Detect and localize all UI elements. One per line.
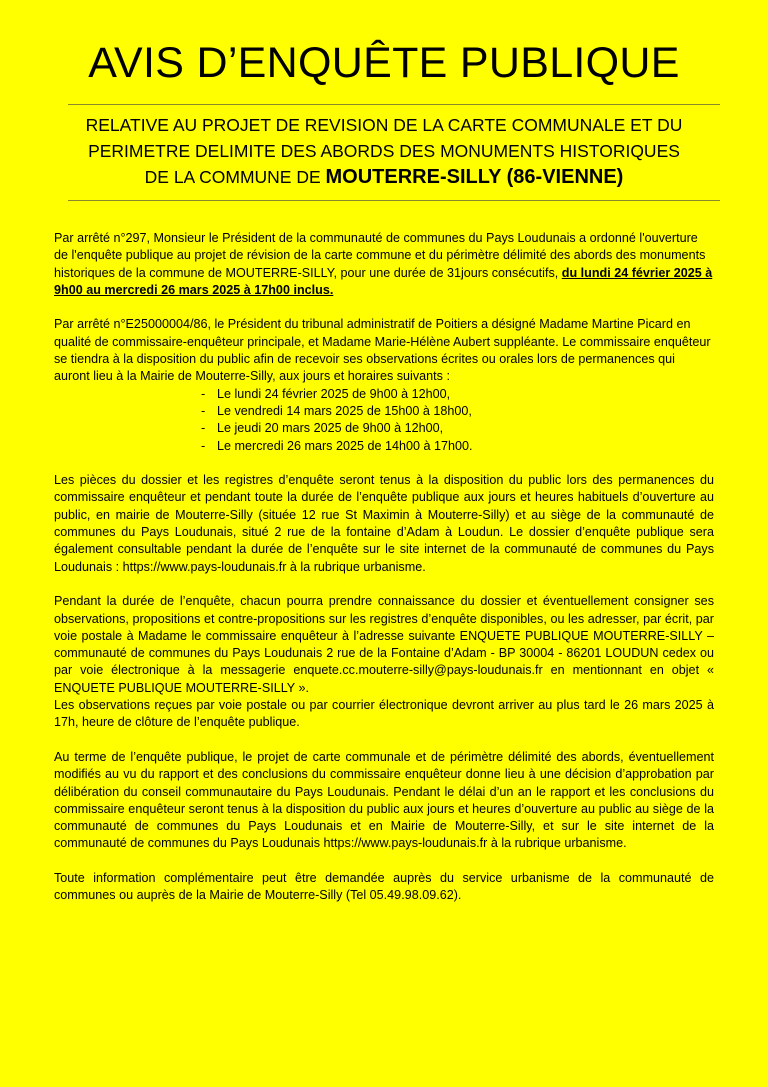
permanences-list bbox=[54, 386, 714, 455]
paragraph-observations: Pendant la durée de l’enquête, chacun pourra prendre connaissance du dossier et éventuellement consigner ses observations, propositions et contre-propositions sur les registres d’enquête disponibles, ou les adresser, par écrit, par voie postale à Madame le commissaire enquêteur à l’adresse suivante ENQUETE PUBLIQUE MOUTERRE-SILLY – communauté de communes du Pays Loudunais 2 rue de la Fontaine d’Adam - BP 30004 - 86201 LOUDUN cedex ou par voie électronique à la messagerie enquete.cc.mouterre-silly@pays-loudunais.fr en mentionnant en objet « ENQUETE PUBLIQUE MOUTERRE-SILLY ». bbox=[54, 594, 714, 695]
permanence-date: Le mercredi 26 mars 2025 de 14h00 à 17h00. bbox=[217, 438, 473, 453]
subtitle-line-1: RELATIVE AU PROJET DE REVISION DE LA CARTE COMMUNALE ET DU bbox=[85, 115, 683, 135]
paragraph-arrete-ordonnance-text: Par arrêté n°297, Monsieur le Président de la communauté de communes du Pays Loudunais a ordonné l'ouverture de l'enquête publique au projet de révision de la carte commune et du périmètre délimité des abords des monuments historiques de la commune de MOUTERRE-SILLY, pour une durée de 31jours consécutifs, bbox=[54, 231, 706, 280]
permanence-item: - Le lundi 24 février 2025 de 9h00 à 12h00, bbox=[201, 386, 451, 401]
enquete-dates: du lundi 24 février 2025 à 9h00 au mercredi 26 mars 2025 à 17h00 inclus. bbox=[54, 265, 713, 297]
paragraph-arrete-ordonnance bbox=[54, 230, 714, 299]
subtitle-line-2: PERIMETRE DELIMITE DES ABORDS DES MONUMENTS HISTORIQUES bbox=[88, 141, 680, 161]
permanence-date: Le vendredi 14 mars 2025 de 15h00 à 18h00, bbox=[217, 403, 472, 418]
subtitle-line-3 bbox=[40, 164, 728, 190]
notice-subtitle bbox=[40, 112, 728, 190]
subtitle-line-3-prefix: DE LA COMMUNE DE bbox=[144, 167, 326, 187]
title-divider-bottom bbox=[68, 200, 720, 201]
paragraph-commissaire: Par arrêté n°E25000004/86, le Président du tribunal administratif de Poitiers a désigné Madame Martine Picard en qualité de commissaire-enquêteur principale, et Madame Marie-Hélène Aubert suppléante. Le commissaire enquêteur se tiendra à la disposition du public afin de recevoir ses observations écrites ou orales lors de permanences qui auront lieu à la Mairie de Mouterre-Silly, aux jours et horaires suivants : bbox=[54, 317, 711, 384]
paragraph-information: Toute information complémentaire peut être demandée auprès du service urbanisme de la communauté de communes ou auprès de la Mairie de Mouterre-Silly (Tel 05.49.98.09.62). bbox=[54, 870, 714, 903]
notice-body bbox=[54, 230, 714, 922]
title-divider-top bbox=[68, 104, 720, 105]
paragraph-cloture: Les observations reçues par voie postale ou par courrier électronique devront arriver au plus tard le 26 mars 2025 à 17h, heure de clôture de l’enquête publique. bbox=[54, 698, 714, 730]
notice-title: AVIS D’ENQUÊTE PUBLIQUE bbox=[88, 39, 680, 87]
permanence-date: Le lundi 24 février 2025 de 9h00 à 12h00, bbox=[217, 386, 451, 401]
paragraph-terme-enquete: Au terme de l’enquête publique, le projet de carte communale et de périmètre délimité des abords, éventuellement modifiés au vu du rapport et des conclusions du commissaire enquêteur donne lieu à une décision d’approbation par délibération du conseil communautaire du Pays Loudunais. Pendant le délai d’un an le rapport et les conclusions du commissaire enquêteur seront tenus à la disposition du public aux jours et heures d’ouverture au public au siège de la communauté de communes du Pays Loudunais et en Mairie de Mouterre-Silly, et sur le site internet de la communauté de communes du Pays Loudunais https://www.pays-loudunais.fr à la rubrique urbanisme. bbox=[54, 749, 714, 851]
permanence-item: - Le vendredi 14 mars 2025 de 15h00 à 18h00, bbox=[201, 403, 472, 418]
permanence-item: - Le jeudi 20 mars 2025 de 9h00 à 12h00, bbox=[201, 421, 444, 436]
permanence-date: Le jeudi 20 mars 2025 de 9h00 à 12h00, bbox=[217, 421, 444, 436]
paragraph-dossier: Les pièces du dossier et les registres d’enquête seront tenus à la disposition du public lors des permanences du commissaire enquêteur et pendant toute la durée de l’enquête publique aux jours et heures habituels d’ouverture au public, en mairie de Mouterre-Silly (située 12 rue St Maximin à Mouterre-Silly) et au siège de la communauté de communes du Pays Loudunais, situé 2 rue de la fontaine d’Adam à Loudun. Le dossier d’enquête publique sera également consultable pendant la durée de l’enquête sur le site internet de la communauté de communes du Pays Loudunais : https://www.pays-loudunais.fr à la rubrique urbanisme. bbox=[54, 473, 714, 574]
permanence-item: - Le mercredi 26 mars 2025 de 14h00 à 17h00. bbox=[201, 438, 473, 453]
commune-name: MOUTERRE-SILLY (86-VIENNE) bbox=[325, 166, 624, 188]
